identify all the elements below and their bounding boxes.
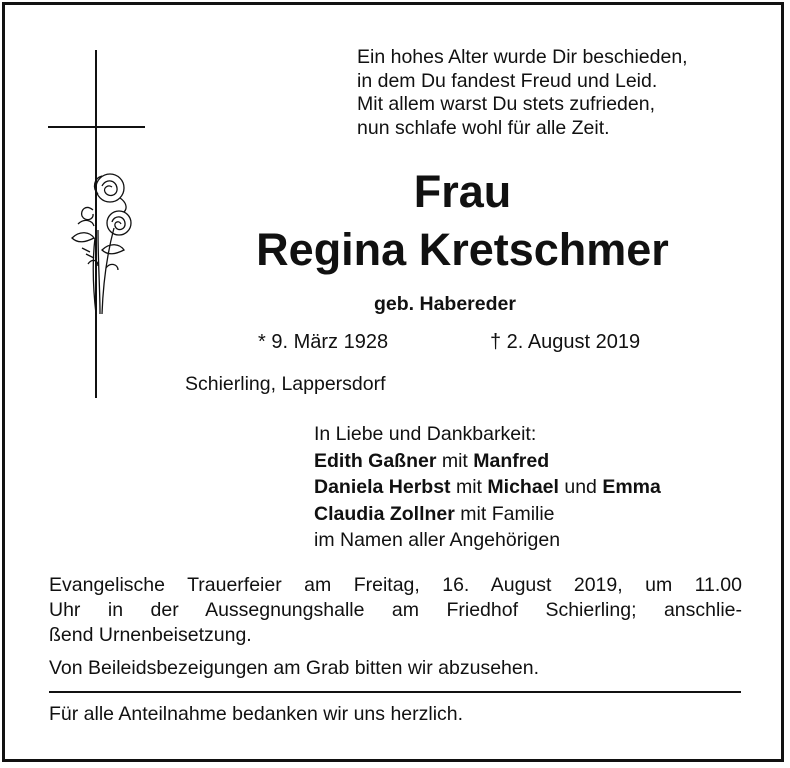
mourner-line	[314, 501, 661, 528]
mourners-intro: In Liebe und Dankbarkeit:	[314, 423, 537, 445]
connector: und	[558, 476, 603, 498]
birth-name: geb. Habereder	[374, 293, 516, 315]
death-date: † 2. August 2019	[490, 331, 641, 353]
service-info	[49, 573, 742, 648]
poem-line: nun schlafe wohl für alle Zeit.	[357, 116, 610, 139]
poem-line: Ein hohes Alter wurde Dir beschieden,	[357, 46, 688, 68]
mourner-name: Edith Gaßner	[314, 449, 437, 472]
birth-date: * 9. März 1928	[258, 331, 389, 353]
poem	[357, 46, 688, 140]
partner-name: Manfred	[473, 449, 550, 472]
mourner-name: Daniela Herbst	[314, 476, 451, 498]
poem-line: Mit allem warst Du stets zufrieden,	[357, 93, 656, 115]
service-line: Uhr in der Aussegnungshalle am Friedhof Schierling; anschlie-	[49, 599, 742, 621]
closing-thanks: Für alle Anteilnahme bedanken wir uns herzlich.	[49, 703, 464, 725]
mourner-name: Claudia Zollner	[314, 502, 455, 525]
cross-bar	[48, 126, 145, 128]
mourners-closing: im Namen aller Angehörigen	[314, 529, 561, 551]
child-name: Emma	[602, 476, 661, 498]
connector: mit	[436, 449, 474, 472]
mourners	[314, 421, 661, 554]
condolences-note: Von Beileidsbezeigungen am Grab bitten wir abzusehen.	[49, 657, 539, 679]
family-text: mit Familie	[454, 502, 555, 525]
service-line: Evangelische Trauerfeier am Freitag, 16. August 2019, um 11.00	[49, 574, 742, 596]
salutation: Frau	[413, 166, 512, 217]
mourner-line	[314, 448, 661, 475]
deceased-name: Regina Kretschmer	[256, 224, 669, 275]
poem-line: in dem Du fandest Freud und Leid.	[357, 69, 658, 92]
mourner-line	[314, 474, 661, 501]
partner-name: Michael	[487, 476, 559, 498]
service-line: ßend Urnenbeisetzung.	[49, 624, 252, 646]
place: Schierling, Lappersdorf	[185, 373, 386, 395]
connector: mit	[450, 476, 488, 498]
divider	[49, 691, 741, 693]
